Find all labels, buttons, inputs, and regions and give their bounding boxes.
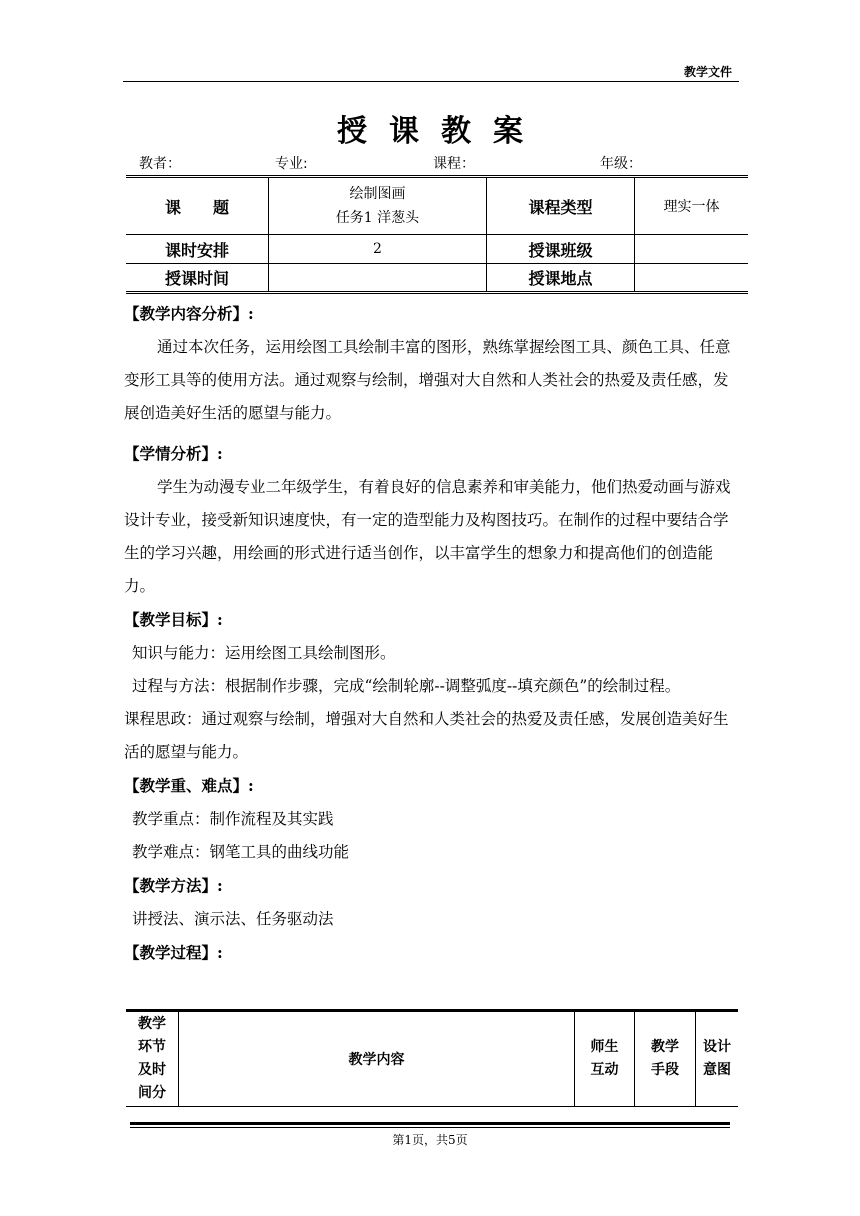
goal-process: 过程与方法：根据制作步骤，完成“绘制轮廓--调整弧度--填充颜色”的绘制过程。 — [132, 677, 681, 695]
process-col-means: 教学手段 — [635, 1011, 696, 1107]
goals-heading: 【教学目标】: — [124, 610, 223, 629]
topic-line-2: 任务1 洋葱头 — [335, 210, 420, 226]
process-heading: 【教学过程】: — [124, 943, 223, 962]
type-label: 课程类型 — [487, 177, 635, 235]
header-label: 教学文件 — [684, 65, 733, 79]
footer-divider-thick — [130, 1122, 730, 1125]
process-col-stage: 教学环节及时间分 — [126, 1011, 179, 1107]
time-label: 授课时间 — [126, 264, 269, 293]
learner-analysis-heading: 【学情分析】: — [124, 444, 223, 463]
header-divider — [123, 81, 739, 82]
methods-text: 讲授法、演示法、任务驱动法 — [132, 910, 334, 928]
process-col-interaction: 师生互动 — [575, 1011, 635, 1107]
hours-value: 2 — [269, 235, 487, 264]
content-analysis-heading: 【教学内容分析】: — [124, 304, 254, 323]
meta-grade: 年级： — [600, 156, 642, 172]
type-value: 理实一体 — [635, 177, 749, 235]
key-point: 教学重点：制作流程及其实践 — [132, 810, 334, 828]
topic-label: 课 题 — [126, 177, 269, 235]
keys-heading: 【教学重、难点】: — [124, 776, 254, 795]
process-col-intent: 设计意图 — [696, 1011, 739, 1107]
learner-analysis-text: 学生为动漫专业二年级学生，有着良好的信息素养和审美能力，他们热爱动画与游戏设计专业，接受新知识速度快，有一定的造型能力及构图技巧。在制作的过程中要结合学生的学习兴趣，用绘画的形式进行适当创作，以丰富学生的想象力和提高他们的创造能力。 — [124, 478, 731, 595]
meta-course: 课程： — [433, 156, 475, 172]
teaching-process-table — [126, 1009, 738, 1107]
hours-label: 课时安排 — [126, 235, 269, 264]
goal-knowledge: 知识与能力：运用绘图工具绘制图形。 — [132, 644, 396, 662]
page-title: 授课教案 — [337, 114, 545, 149]
footer-divider-thin — [130, 1127, 730, 1128]
class-label: 授课班级 — [487, 235, 635, 264]
lesson-body — [124, 297, 740, 970]
place-label: 授课地点 — [487, 264, 635, 293]
class-value — [635, 235, 749, 264]
goal-ideology: 课程思政：通过观察与绘制，增强对大自然和人类社会的热爱及责任感，发展创造美好生活的愿望与能力。 — [124, 710, 729, 761]
topic-line-1: 绘制图画 — [349, 186, 406, 202]
topic-value — [269, 177, 487, 235]
meta-teacher: 教者： — [139, 156, 181, 172]
difficulty-point: 教学难点：钢笔工具的曲线功能 — [132, 843, 350, 861]
meta-major: 专业: — [275, 156, 308, 172]
course-info-table — [126, 175, 748, 294]
place-value — [635, 264, 749, 293]
time-value — [269, 264, 487, 293]
process-col-content: 教学内容 — [179, 1011, 575, 1107]
methods-heading: 【教学方法】: — [124, 876, 223, 895]
content-analysis-text: 通过本次任务，运用绘图工具绘制丰富的图形，熟练掌握绘图工具、颜色工具、任意变形工具等的使用方法。通过观察与绘制，增强对大自然和人类社会的热爱及责任感，发展创造美好生活的愿望与能力。 — [124, 338, 731, 422]
page-number: 第1页，共5页 — [392, 1133, 468, 1147]
